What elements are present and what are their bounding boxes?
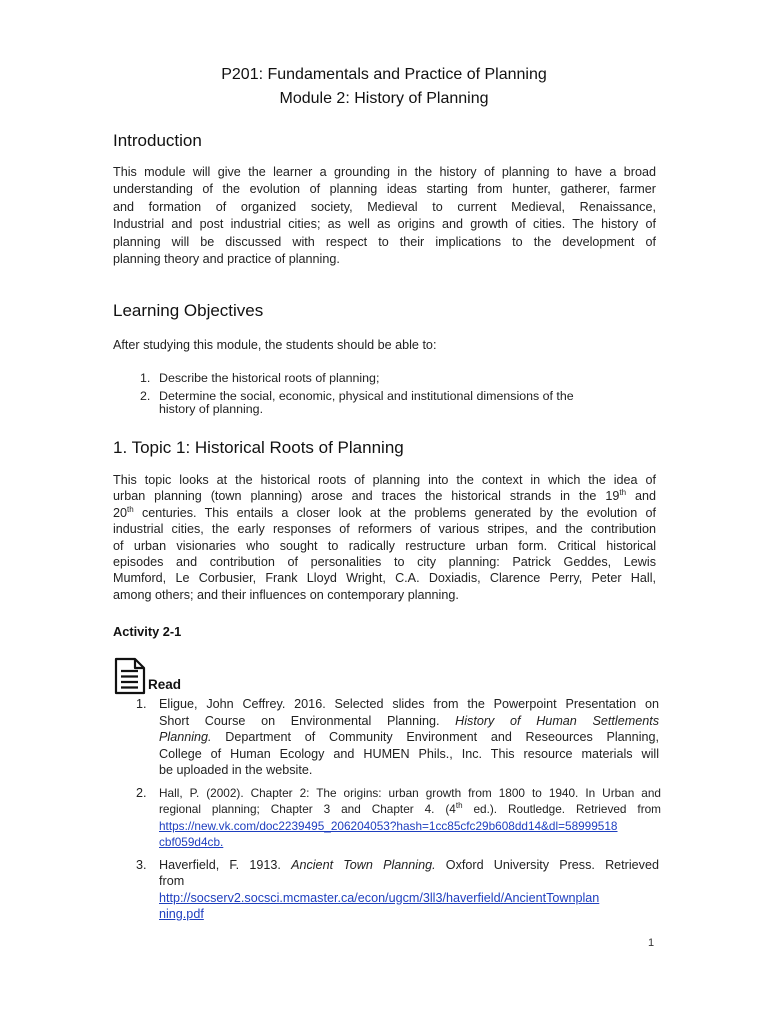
text-span: Haverfield, F. 1913. — [159, 857, 281, 872]
paragraph-line: episodes and contribution of personalities to city planning: Patrick Geddes, Lewis — [113, 555, 656, 570]
text-span: centuries. This entails a closer look at the problems generated by the evolution of — [133, 505, 656, 520]
introduction-paragraph — [113, 164, 656, 268]
paragraph-line: of urban visionaries who sought to radically restructure urban form. Critical historical — [113, 538, 656, 553]
paragraph-line — [113, 488, 656, 504]
reference-link[interactable]: https://new.vk.com/doc2239495_206204053?hash=1cc85cfc29b608dd14&dl=58999518 — [159, 818, 618, 833]
activity-label: Activity 2-1 — [113, 624, 182, 639]
objectives-lead: After studying this module, the students should be able to: — [113, 338, 437, 352]
italic-title: Ancient Town Planning. — [291, 857, 436, 872]
paragraph-line: planning will be discussed with respect to their implications to the development of — [113, 234, 656, 249]
paragraph-line: This topic looks at the historical roots of planning into the context in which the idea of — [113, 473, 656, 487]
objectives-list — [113, 372, 658, 421]
paragraph-line: planning theory and practice of planning. — [113, 252, 340, 267]
list-number: 1. — [140, 371, 151, 385]
italic-title: History of Human Settlements — [455, 713, 659, 728]
superscript: th — [127, 504, 134, 514]
introduction-heading: Introduction — [113, 131, 202, 150]
module-title: Module 2: History of Planning — [279, 90, 489, 107]
reference-line — [159, 857, 659, 874]
reference-text — [159, 785, 661, 851]
document-title: P201: Fundamentals and Practice of Planning — [221, 66, 547, 83]
italic-title: Planning. — [159, 730, 212, 744]
list-item — [113, 857, 659, 923]
text-span: ed.). Routledge. Retrieved from — [462, 802, 662, 816]
paragraph-line — [113, 505, 656, 521]
text-span: Department of Community Environment and Reseources Planning, — [211, 730, 659, 744]
reference-text — [159, 696, 659, 779]
reference-line: Eligue, John Ceffrey. 2016. Selected slides from the Powerpoint Presentation on — [159, 697, 659, 711]
list-text: Describe the historical roots of planning; — [159, 371, 380, 385]
text-span: 20 — [113, 505, 128, 520]
reference-line — [159, 890, 659, 907]
text-span: regional planning; Chapter 3 and Chapter 4. (4 — [159, 802, 456, 816]
reference-line: Hall, P. (2002). Chapter 2: The origins: urban growth from 1800 to 1940. In Urban and — [159, 785, 661, 800]
page-number: 1 — [648, 937, 655, 949]
reference-text — [159, 857, 659, 923]
list-text-continued: history of planning. — [159, 402, 264, 416]
reference-line — [159, 729, 659, 746]
list-item — [113, 372, 658, 385]
reference-line — [159, 834, 661, 851]
topic1-heading: 1. Topic 1: Historical Roots of Planning — [113, 438, 404, 457]
reference-list — [113, 696, 662, 929]
paragraph-line: Industrial and post industrial cities; as well as origins and growth of cities. The history of — [113, 217, 656, 232]
list-number: 2. — [140, 389, 151, 403]
text-span: and — [626, 489, 657, 504]
list-number: 1. — [136, 697, 147, 711]
paragraph-line: Mumford, Le Corbusier, Frank Lloyd Wright, C.A. Doxiadis, Clarence Perry, Peter Hall, — [113, 571, 656, 586]
document-icon — [114, 657, 146, 700]
reference-line: be uploaded in the website. — [159, 763, 313, 777]
reference-line — [159, 801, 661, 818]
superscript: th — [455, 801, 463, 810]
read-label: Read — [148, 677, 182, 692]
paragraph-line: among others; and their influences on contemporary planning. — [113, 587, 459, 602]
reference-line — [159, 818, 661, 835]
list-item — [113, 390, 658, 416]
paragraph-line: This module will give the learner a grounding in the history of planning to have a broad — [113, 165, 656, 179]
superscript: th — [619, 488, 627, 498]
list-item — [113, 785, 661, 851]
list-number: 3. — [136, 857, 147, 872]
learning-objectives-heading: Learning Objectives — [113, 301, 264, 320]
reference-line: from — [159, 874, 185, 888]
list-number: 2. — [136, 785, 147, 800]
list-text: Determine the social, economic, physical and institutional dimensions of the — [159, 389, 574, 403]
reference-line: College of Human Ecology and HUMEN Phils., Inc. This resource materials will — [159, 746, 659, 761]
reference-line — [159, 906, 659, 923]
reference-link[interactable]: http://socserv2.socsci.mcmaster.ca/econ/ugcm/3ll3/haverfield/AncientTownplan — [159, 890, 600, 905]
text-span: Oxford University Press. Retrieved — [435, 857, 659, 872]
text-span: urban planning (town planning) arose and traces the historical strands in the 19 — [113, 489, 620, 504]
reference-link-continued[interactable]: cbf059d4cb. — [159, 835, 224, 849]
reference-line — [159, 713, 659, 730]
paragraph-line: industrial cities, the early responses of reformers of various stripes, and the contribution — [113, 522, 656, 537]
paragraph-line: understanding of the evolution of planning ideas starting from hunter, gatherer, farmer — [113, 182, 656, 197]
reference-link-continued[interactable]: ning.pdf — [159, 907, 204, 921]
topic1-paragraph — [113, 472, 656, 603]
text-span: Short Course on Environmental Planning. — [159, 713, 440, 728]
list-item — [113, 696, 659, 779]
paragraph-line: and formation of organized society, Medieval to current Medieval, Renaissance, — [113, 199, 656, 214]
